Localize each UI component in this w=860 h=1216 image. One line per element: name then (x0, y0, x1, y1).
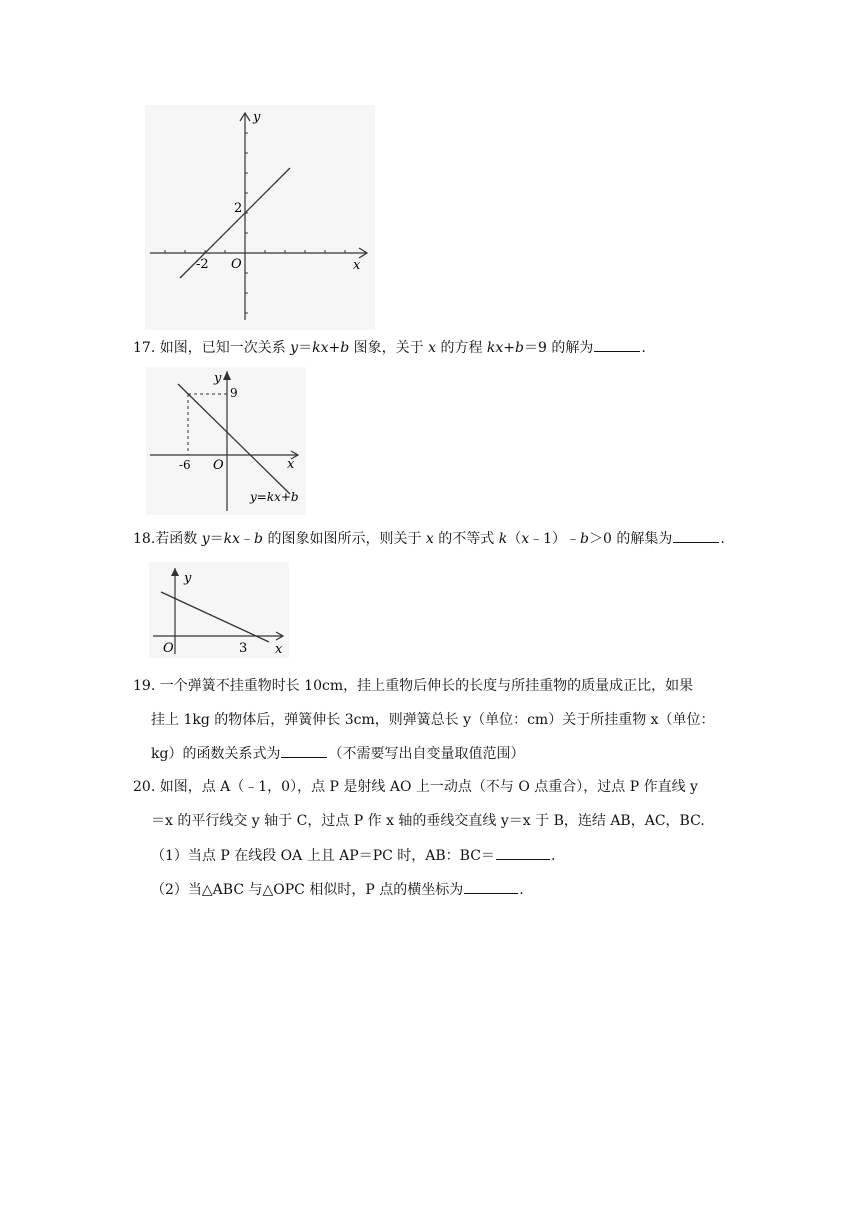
question-text-line: ＝x 的平行线交 y 轴于 C，过点 P 作 x 轴的垂线交直线 y＝x 于 B，连结 AB，AC，BC. (151, 813, 705, 829)
origin-label: O (231, 257, 242, 272)
question-text-line: kg）的函数关系式为 (151, 746, 281, 762)
question-text-line: （1）当点 P 在线段 OA 上且 AP＝PC 时，AB：BC＝ (151, 848, 495, 864)
question-text-line: （2）当△ABC 与△OPC 相似时，P 点的横坐标为 (151, 882, 464, 898)
question-20 (133, 777, 698, 797)
figure-18-graph (149, 562, 289, 658)
math-var: y (201, 531, 210, 547)
math-var: kx (312, 340, 329, 356)
question-19-line-2 (151, 710, 715, 730)
text-segment: . (550, 848, 556, 864)
question-number: 19. (133, 678, 156, 694)
question-19-line-3 (151, 743, 524, 764)
figure-17-graph (146, 367, 306, 515)
x-axis-label: x (275, 642, 283, 657)
answer-blank[interactable] (281, 743, 327, 758)
x-point-label: -6 (179, 458, 191, 472)
x-axis-label: x (353, 258, 361, 273)
math-var: b (254, 531, 263, 547)
figure-16-graph (145, 105, 375, 330)
math-var: x (428, 340, 436, 356)
question-text-line: 挂上 1kg 的物体后，弹簧伸长 3cm，则弹簧总长 y（单位：cm）关于所挂重物 x（单位： (151, 712, 715, 728)
text-segment: 的图象如图所示，则关于 (263, 531, 426, 547)
answer-blank[interactable] (464, 879, 518, 894)
question-19 (133, 676, 693, 696)
text-segment: ＞0 的解集为 (589, 531, 673, 547)
y-axis-label: y (184, 571, 192, 586)
text-segment: （ (507, 531, 522, 547)
text-segment: ﹣ (240, 531, 255, 547)
text-segment: . (519, 882, 524, 898)
y-axis-label: y (214, 371, 222, 386)
text-segment: ＝ (298, 340, 313, 356)
math-var: y (290, 340, 299, 356)
question-20-sub-2 (151, 879, 524, 900)
origin-label: O (163, 641, 174, 656)
y-point-label: 9 (230, 386, 238, 400)
question-number: 18. (133, 531, 156, 547)
math-var: b (580, 531, 589, 547)
text-segment: . (641, 340, 646, 356)
math-var: kx (486, 340, 504, 356)
question-text-line: 如图，点 A（﹣1，0），点 P 是射线 AO 上一动点（不与 O 点重合），过点 P 作直线 y (159, 779, 698, 795)
text-segment: 图象，关于 (349, 340, 429, 356)
question-text-line: 一个弹簧不挂重物时长 10cm，挂上重物后伸长的长度与所挂重物的质量成正比，如果 (159, 678, 694, 694)
math-var: x (425, 531, 434, 547)
text-segment: 的不等式 (433, 531, 499, 547)
math-var: b (515, 340, 524, 356)
x-intercept-label: 3 (239, 641, 248, 656)
question-17 (133, 337, 646, 358)
math-var: kx (223, 531, 241, 547)
answer-blank[interactable] (673, 528, 719, 543)
answer-blank[interactable] (594, 337, 640, 352)
answer-blank[interactable] (496, 845, 550, 860)
text-segment: + (328, 340, 341, 356)
text-segment: ﹣1）﹣ (529, 531, 581, 547)
math-var: x (521, 531, 530, 547)
text-segment: 若函数 (155, 531, 202, 547)
math-var: k (498, 531, 508, 547)
text-segment: . (720, 531, 725, 547)
origin-label: O (213, 458, 224, 473)
text-segment: + (503, 340, 516, 356)
text-segment: ＝ (209, 531, 224, 547)
y-axis-label: y (253, 110, 261, 125)
text-segment: 的方程 (436, 340, 487, 356)
text-segment: ＝9 的解为 (524, 340, 594, 356)
question-20-sub-1 (151, 845, 555, 866)
line-label: y=kx+b (250, 490, 299, 504)
question-number: 17. (133, 340, 156, 356)
question-text-line: （不需要写出自变量取值范围） (328, 746, 525, 762)
question-18 (133, 528, 725, 549)
y-intercept-label: 2 (234, 201, 243, 216)
math-var: b (340, 340, 350, 356)
x-intercept-label: -2 (196, 257, 209, 272)
question-20-line-2 (151, 811, 705, 831)
x-axis-label: x (287, 457, 295, 472)
text-segment: 如图，已知一次关系 (159, 340, 291, 356)
question-number: 20. (133, 779, 156, 795)
